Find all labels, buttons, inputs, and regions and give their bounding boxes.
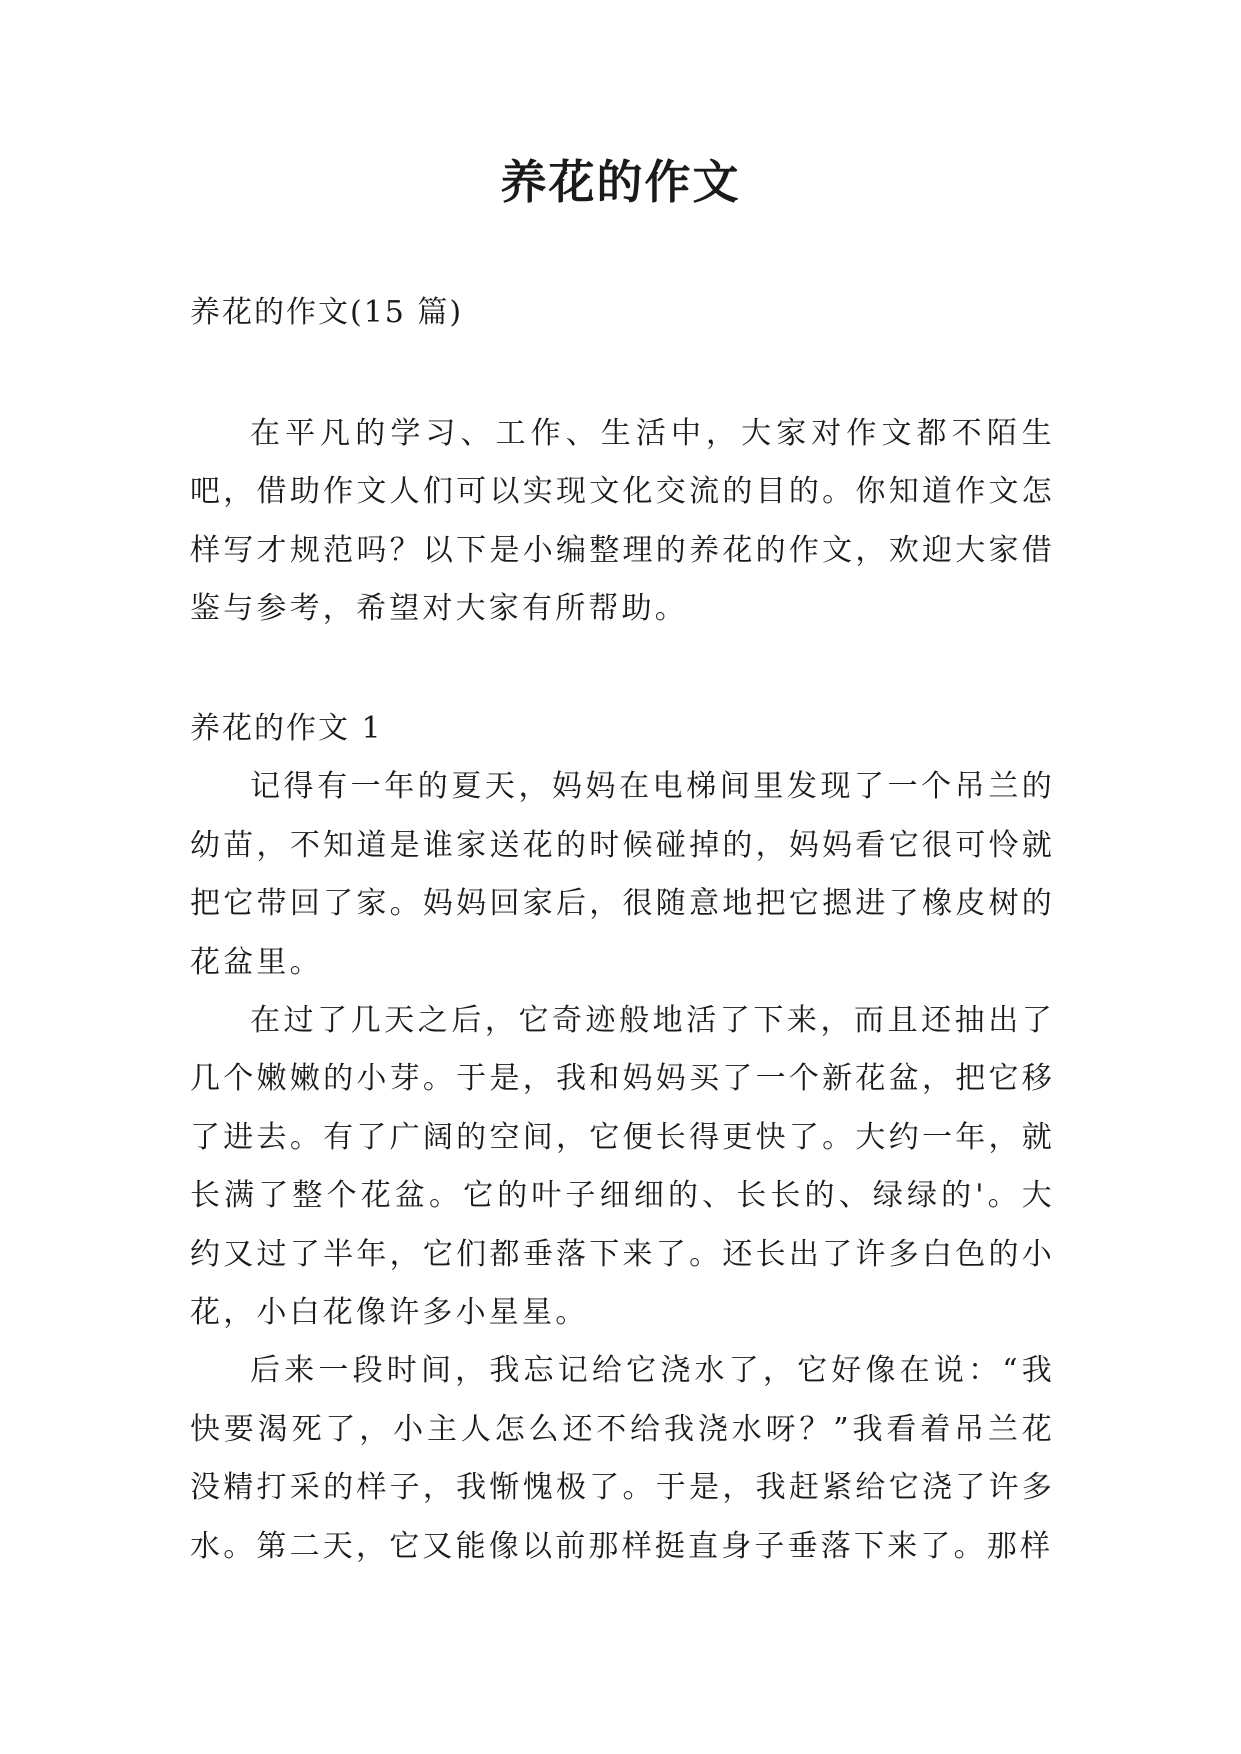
- essay-paragraph: 在过了几天之后，它奇迹般地活了下来，而且还抽出了几个嫩嫩的小芽。于是，我和妈妈买了一个新花盆，把它移了进去。有了广阔的空间，它便长得更快了。大约一年，就长满了整个花盆。它的叶子细细的、长长的、绿绿的'。大约又过了半年，它们都垂落下来了。还长出了许多白色的小花，小白花像许多小星星。: [190, 1003, 1055, 1331]
- intro-block: [190, 405, 1055, 639]
- intro-paragraph: 在平凡的学习、工作、生活中，大家对作文都不陌生吧，借助作文人们可以实现文化交流的目的。你知道作文怎样写才规范吗？以下是小编整理的养花的作文，欢迎大家借鉴与参考，希望对大家有所帮助。: [190, 416, 1055, 627]
- document-title: 养花的作文: [500, 155, 741, 209]
- essay-section: [190, 700, 1055, 1576]
- document-subtitle: 养花的作文(15 篇): [190, 295, 464, 330]
- essay-paragraph: 后来一段时间，我忘记给它浇水了，它好像在说：“我快要渴死了，小主人怎么还不给我浇水呀？”我看着吊兰花没精打采的样子，我惭愧极了。于是，我赶紧给它浇了许多水。第二天，它又能像以前那样挺直身子垂落下来了。那样: [190, 1353, 1055, 1564]
- section-heading: 养花的作文 1: [190, 711, 383, 746]
- essay-paragraph: 记得有一年的夏天，妈妈在电梯间里发现了一个吊兰的幼苗，不知道是谁家送花的时候碰掉的，妈妈看它很可怜就把它带回了家。妈妈回家后，很随意地把它摁进了橡皮树的花盆里。: [190, 769, 1055, 980]
